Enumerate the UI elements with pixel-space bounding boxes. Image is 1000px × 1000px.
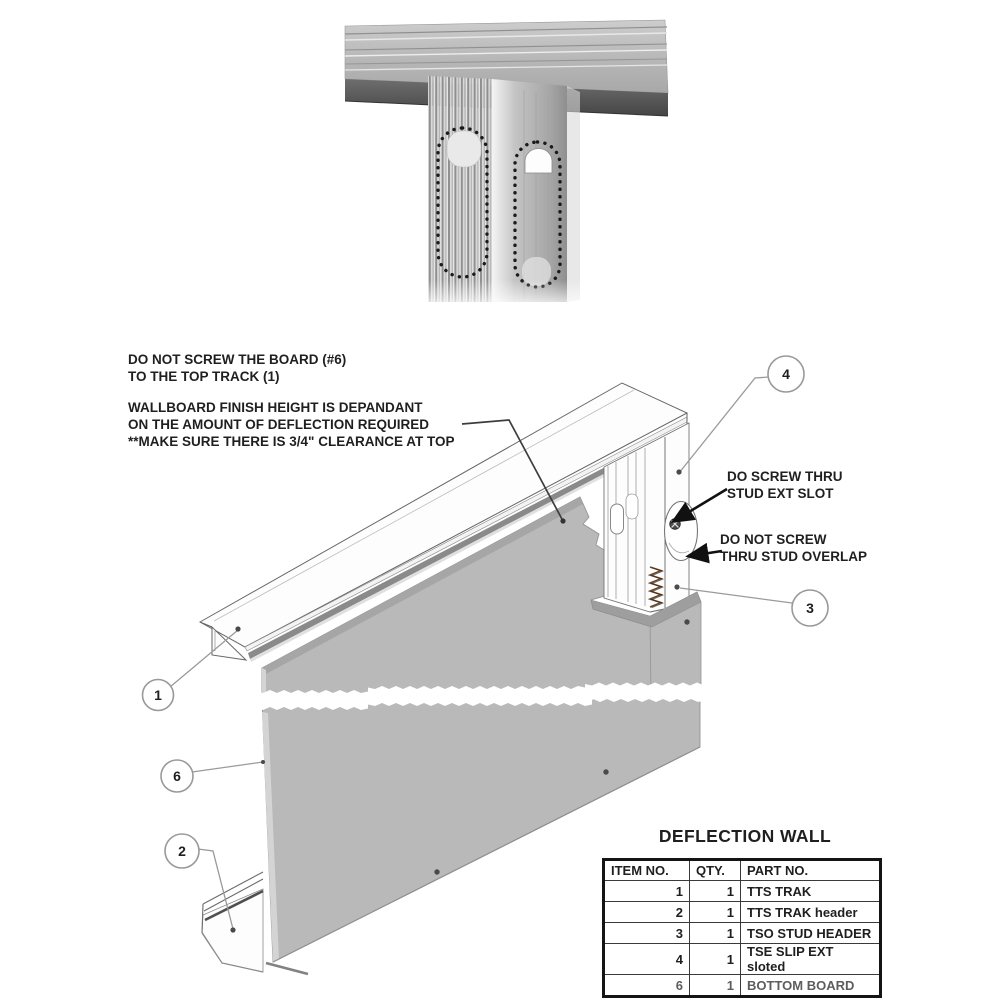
cell-item: 6 bbox=[604, 975, 690, 997]
note-line: STUD EXT SLOT bbox=[727, 486, 834, 501]
svg-text:6: 6 bbox=[173, 768, 181, 784]
screw-dot bbox=[684, 619, 689, 624]
note-line: DO NOT SCREW bbox=[720, 532, 827, 547]
cell-part: TSE SLIP EXT sloted bbox=[741, 944, 881, 975]
cell-item: 1 bbox=[604, 881, 690, 902]
wallboard-upper-left-edge bbox=[262, 668, 266, 693]
note-do-not-screw-overlap bbox=[720, 531, 867, 565]
photo-left-slot-head bbox=[447, 131, 481, 167]
photo-stud-shadow bbox=[567, 86, 580, 302]
cell-qty: 1 bbox=[690, 902, 741, 923]
stud-header-slot bbox=[611, 504, 624, 534]
cell-qty: 1 bbox=[690, 881, 741, 902]
leader-callout-4 bbox=[679, 377, 769, 473]
cell-part: TSO STUD HEADER bbox=[741, 923, 881, 944]
callout-3 bbox=[792, 590, 828, 626]
note-wallboard-height bbox=[128, 399, 454, 450]
stud-assembly bbox=[604, 423, 698, 612]
leader-callout-6 bbox=[192, 762, 263, 772]
table-row bbox=[604, 923, 881, 944]
cell-qty: 1 bbox=[690, 944, 741, 975]
parts-table-header-row bbox=[604, 860, 881, 881]
parts-table bbox=[602, 858, 882, 998]
bottom-track bbox=[202, 872, 263, 972]
callout-4 bbox=[768, 356, 804, 392]
header-qty: QTY. bbox=[690, 860, 741, 881]
cell-part: BOTTOM BOARD bbox=[741, 975, 881, 997]
svg-text:4: 4 bbox=[782, 366, 790, 382]
board-bottom-shadow bbox=[266, 963, 308, 974]
arrow-do-not-screw bbox=[689, 551, 722, 556]
note-line: DO SCREW THRU bbox=[727, 469, 843, 484]
callout-1 bbox=[143, 680, 174, 711]
cell-part: TTS TRAK bbox=[741, 881, 881, 902]
note-line: DO NOT SCREW THE BOARD (#6) bbox=[128, 352, 347, 367]
table-row bbox=[604, 881, 881, 902]
photo-slotted-stud bbox=[345, 20, 668, 312]
cell-part: TTS TRAK header bbox=[741, 902, 881, 923]
table-row bbox=[604, 944, 881, 975]
parts-table-title: DEFLECTION WALL bbox=[658, 826, 832, 846]
cell-qty: 1 bbox=[690, 975, 741, 997]
note-line: TO THE TOP TRACK (1) bbox=[128, 369, 280, 384]
note-line: THRU STUD OVERLAP bbox=[720, 549, 868, 564]
cell-qty: 1 bbox=[690, 923, 741, 944]
cell-item: 2 bbox=[604, 902, 690, 923]
note-line: WALLBOARD FINISH HEIGHT IS DEPANDANT bbox=[128, 400, 423, 415]
photo-bottom-fade bbox=[420, 280, 590, 312]
svg-text:3: 3 bbox=[806, 600, 814, 616]
leader-callout-1 bbox=[170, 630, 238, 687]
note-do-screw-thru-slot bbox=[727, 468, 843, 502]
table-row bbox=[604, 902, 881, 923]
callout-6 bbox=[161, 760, 193, 792]
screw-dot bbox=[603, 769, 608, 774]
cell-item: 3 bbox=[604, 923, 690, 944]
table-row bbox=[604, 975, 881, 997]
svg-text:2: 2 bbox=[178, 843, 186, 859]
screw-dot bbox=[434, 869, 439, 874]
callout-2 bbox=[165, 834, 199, 868]
photo-right-slot-hole bbox=[525, 149, 552, 174]
note-do-not-screw-board bbox=[128, 351, 346, 385]
photo-stud-corner bbox=[492, 79, 513, 302]
note-line: ON THE AMOUNT OF DEFLECTION REQUIRED bbox=[128, 417, 429, 432]
header-item-no: ITEM NO. bbox=[604, 860, 690, 881]
header-part-no: PART NO. bbox=[741, 860, 881, 881]
stud-mid-slot bbox=[626, 494, 638, 519]
note-line: **MAKE SURE THERE IS 3/4" CLEARANCE AT TOP bbox=[128, 434, 455, 449]
svg-text:1: 1 bbox=[154, 687, 162, 703]
cell-item: 4 bbox=[604, 944, 690, 975]
